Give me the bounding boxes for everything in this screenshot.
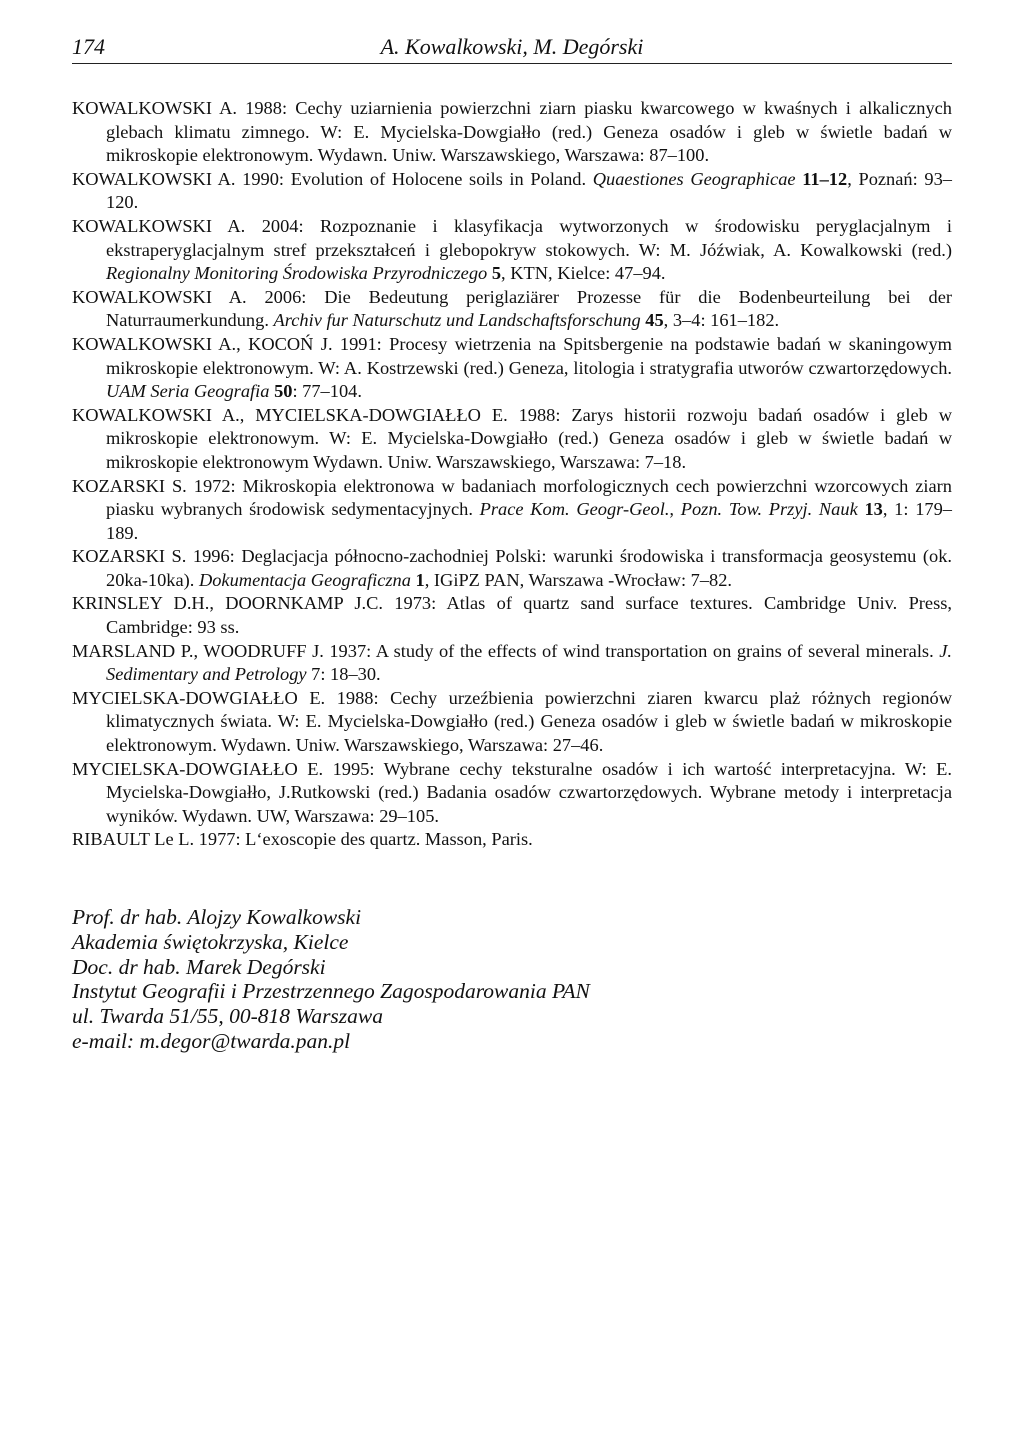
reference-text: , IGiPZ PAN, Warszawa -Wrocław: 7–82. [424,569,733,590]
affiliation-line: Prof. dr hab. Alojzy Kowalkowski [72,905,362,929]
reference-entry [72,475,952,546]
reference-entry [72,828,952,852]
reference-entry [72,592,952,639]
affiliation-line: Doc. dr hab. Marek Degórski [72,954,326,979]
reference-text: RIBAULT Le L. 1977: L‘exoscopie des quartz. Masson, Paris. [72,829,533,850]
reference-entry [72,545,952,592]
reference-text: MYCIELSKA-DOWGIAŁŁO E. 1988: Cechy urzeźbienia powierzchni ziaren kwarcu plaż różnych regionów klimatycznych świata. W: E. Mycielska-Dowgiałło (red.) Geneza osadów i gleb w świetle badań w mikroskopie elektronowym. Wydawn. Uniw. Warszawskiego, Warszawa: 27–46. [72,687,952,756]
reference-journal: Prace Kom. Geogr-Geol., Pozn. Tow. Przyj. Nauk [479,499,858,520]
reference-text: KOWALKOWSKI A. 1990: Evolution of Holocene soils in Poland. [72,168,593,189]
reference-text: KOWALKOWSKI A., KOCOŃ J. 1991: Procesy wietrzenia na Spitsbergenie na podstawie badań w skaningowym mikroskopie elektronowym. W: A. Kostrzewski (red.) Geneza, litologia i stratygrafia utworów czwartorzędowych. [72,333,952,378]
reference-volume: 13 [864,499,883,520]
reference-entry [72,215,952,286]
reference-text: , 1: 179–189. [106,499,952,543]
reference-volume: 1 [415,569,425,590]
reference-entry [72,97,952,168]
reference-text: KOZARSKI S. 1972: Mikroskopia elektronowa w badaniach morfologicznych cech powierzchni wzorcowych ziarn piasku wybranych środowisk sedymentacyjnych. [72,475,952,520]
reference-text: KOZARSKI S. 1996: Deglacjacja północno-zachodniej Polski: warunki środowiska i transformacja geosystemu (ok. 20ka-10ka). [72,546,952,590]
reference-entry [72,168,952,215]
reference-text: KOWALKOWSKI A., MYCIELSKA-DOWGIAŁŁO E. 1988: Zarys historii rozwoju badań osadów i gleb w mikroskopie elektronowym. W: E. Mycielska-Dowgiałło (red.) Geneza osadów i gleb w świetle badań w mikroskopie elektronowym Wydawn. Uniw. Warszawskiego, Warszawa: 7–18. [72,404,952,472]
reference-volume: 11–12 [802,168,848,189]
reference-entry [72,333,952,404]
reference-text: MYCIELSKA-DOWGIAŁŁO E. 1995: Wybrane cechy teksturalne osadów i ich wartość interpretacyjna. W: E. Mycielska-Dowgiałło, J.Rutkowski (red.) Badania osadów czwartorzędowych. Wybrane metody i interpretacja wyników. Wydawn. UW, Warszawa: 29–105. [72,758,952,826]
reference-journal: Archiv fur Naturschutz und Landschaftsforschung [273,310,641,331]
reference-entry [72,404,952,475]
reference-text: : 77–104. [292,381,362,402]
reference-entry [72,687,952,758]
reference-text: , 3–4: 161–182. [663,310,780,331]
reference-entry [72,286,952,333]
reference-text: MARSLAND P., WOODRUFF J. 1937: A study of the effects of wind transportation on grains of several minerals. [72,640,940,661]
reference-text: KOWALKOWSKI A. 2004: Rozpoznanie i klasyfikacja wytworzonych w środowisku peryglacjalnym i ekstraperyglacjalnym stref przekształceń i glebopokryw stokowych. W: M. Jóźwiak, A. Kowalkowski (red.) [72,215,952,260]
running-head-authors: A. Kowalkowski, M. Degórski [380,34,644,59]
reference-volume: 5 [491,263,502,284]
affiliation-line: e-mail: m.degor@twarda.pan.pl [72,1028,351,1053]
reference-journal: Regionalny Monitoring Środowiska Przyrodniczego [106,263,488,284]
reference-text: 7: 18–30. [306,664,381,685]
reference-entry [72,758,952,829]
reference-journal: Quaestiones Geographicae [592,168,796,189]
reference-text: KOWALKOWSKI A. 1988: Cechy uziarnienia powierzchni ziarn piasku kwarcowego w kwaśnych i alkalicznych glebach klimatu zimnego. W: E. Mycielska-Dowgiałło (red.) Geneza osadów i gleb w świetle badań w mikroskopie elektronowym. Wydawn. Uniw. Warszawskiego, Warszawa: 87–100. [72,98,952,166]
page-number: 174 [72,34,105,59]
reference-journal: UAM Seria Geografia [106,381,270,402]
reference-volume: 45 [645,310,664,331]
reference-text: KOWALKOWSKI A. 2006: Die Bedeutung periglaziärer Prozesse für die Bodenbeurteilung bei der Naturraumerkundung. [72,286,952,331]
affiliation-line: Instytut Geografii i Przestrzennego Zagospodarowania PAN [72,979,590,1004]
reference-text: , Poznań: 93–120. [106,168,952,213]
reference-text: , KTN, Kielce: 47–94. [501,263,666,284]
header-rule [72,63,952,64]
reference-journal: J. Sedimentary and Petrology [106,640,952,685]
affiliation-line: ul. Twarda 51/55, 00-818 Warszawa [72,1004,384,1029]
reference-journal: Dokumentacja Geograficzna [198,569,411,590]
reference-text: KRINSLEY D.H., DOORNKAMP J.C. 1973: Atlas of quartz sand surface textures. Cambridge Univ. Press, Cambridge: 93 ss. [72,593,952,638]
affiliation-line: Akademia świętokrzyska, Kielce [72,929,349,954]
running-head [72,30,952,64]
author-affiliations [72,905,952,1054]
reference-entry [72,640,952,687]
reference-list [72,97,952,852]
reference-volume: 50 [274,381,293,402]
